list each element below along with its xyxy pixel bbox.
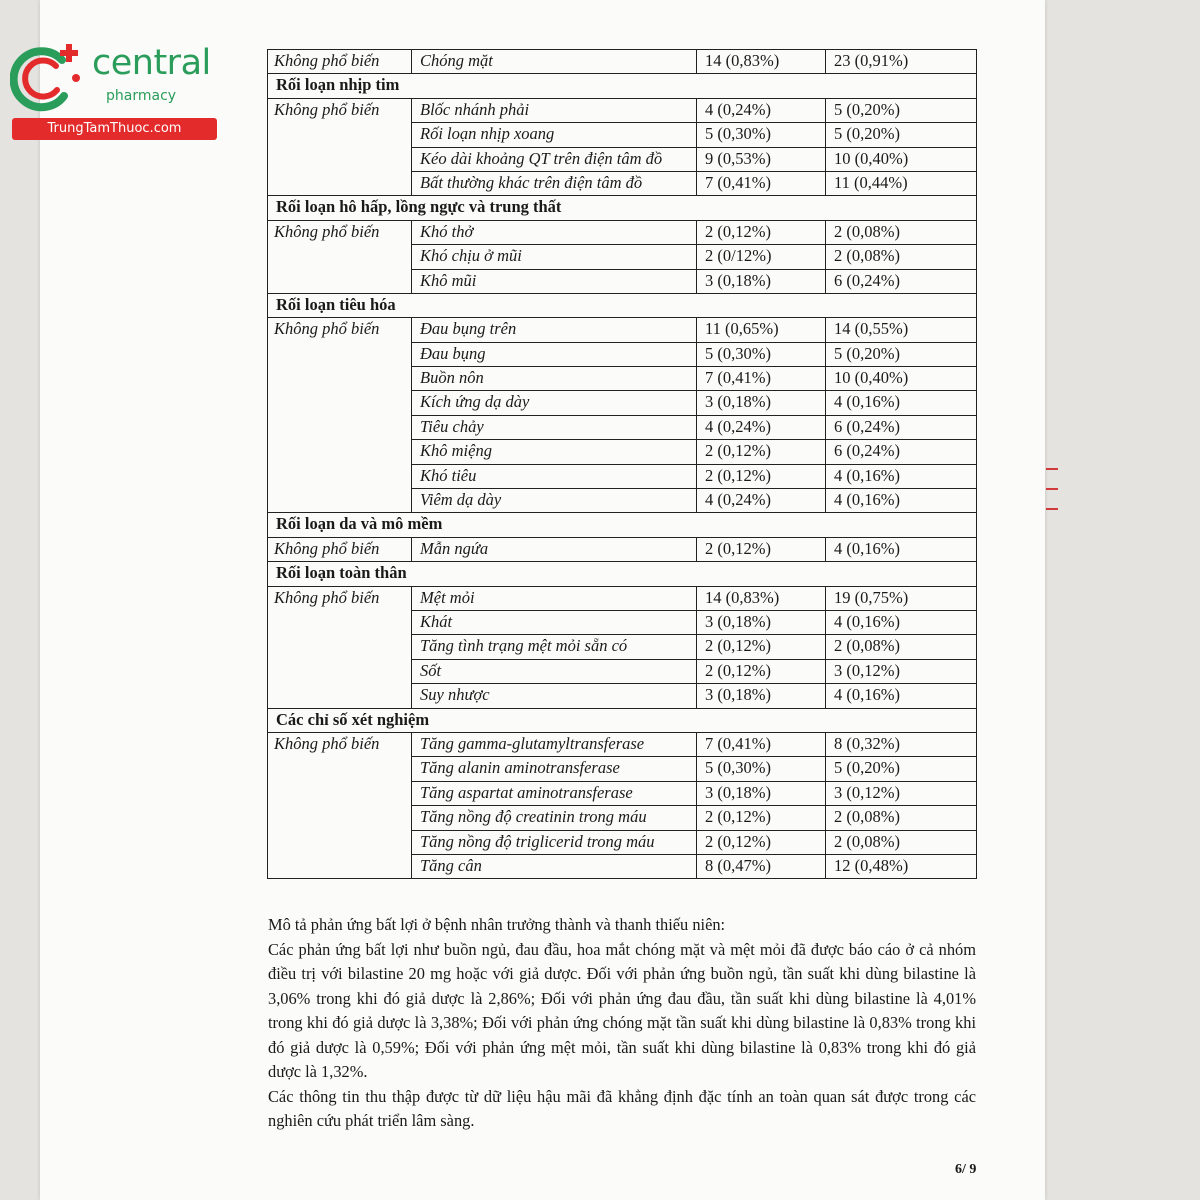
category-label: Rối loạn da và mô mềm xyxy=(268,513,977,537)
adverse-events-table xyxy=(267,49,977,879)
reaction-cell: Khô mũi xyxy=(412,269,697,293)
logo-sub-text: pharmacy xyxy=(106,88,177,104)
reaction-cell: Mẫn ngứa xyxy=(412,537,697,561)
reaction-cell: Khó tiêu xyxy=(412,464,697,488)
placebo-count-cell: 8 (0,32%) xyxy=(826,732,977,756)
placebo-count-cell: 6 (0,24%) xyxy=(826,415,977,439)
category-label: Rối loạn hô hấp, lồng ngực và trung thất xyxy=(268,196,977,220)
bilastine-count-cell: 9 (0,53%) xyxy=(697,147,826,171)
reaction-cell: Kéo dài khoảng QT trên điện tâm đồ xyxy=(412,147,697,171)
reaction-cell: Sốt xyxy=(412,659,697,683)
bilastine-count-cell: 7 (0,41%) xyxy=(697,171,826,195)
bilastine-count-cell: 11 (0,65%) xyxy=(697,318,826,342)
placebo-count-cell: 12 (0,48%) xyxy=(826,854,977,878)
bilastine-count-cell: 3 (0,18%) xyxy=(697,391,826,415)
frequency-cell: Không phổ biến xyxy=(268,98,412,196)
category-label: Rối loạn toàn thân xyxy=(268,562,977,586)
table-row xyxy=(268,98,977,122)
placebo-count-cell: 4 (0,16%) xyxy=(826,489,977,513)
bilastine-count-cell: 5 (0,30%) xyxy=(697,757,826,781)
bilastine-count-cell: 2 (0,12%) xyxy=(697,635,826,659)
placebo-count-cell: 2 (0,08%) xyxy=(826,806,977,830)
placebo-count-cell: 10 (0,40%) xyxy=(826,147,977,171)
frequency-cell: Không phổ biến xyxy=(268,586,412,708)
bilastine-count-cell: 2 (0,12%) xyxy=(697,830,826,854)
placebo-count-cell: 6 (0,24%) xyxy=(826,269,977,293)
reaction-cell: Tăng aspartat aminotransferase xyxy=(412,781,697,805)
reaction-cell: Tăng gamma-glutamyltransferase xyxy=(412,732,697,756)
central-pharmacy-logo xyxy=(10,38,240,138)
category-label: Rối loạn tiêu hóa xyxy=(268,293,977,317)
page-number: 6/ 9 xyxy=(955,1162,977,1177)
placebo-count-cell: 5 (0,20%) xyxy=(826,757,977,781)
placebo-count-cell: 4 (0,16%) xyxy=(826,391,977,415)
frequency-cell: Không phổ biến xyxy=(268,318,412,513)
bilastine-count-cell: 3 (0,18%) xyxy=(697,684,826,708)
reaction-cell: Khát xyxy=(412,610,697,634)
frequency-cell: Không phổ biến xyxy=(268,50,412,74)
bilastine-count-cell: 7 (0,41%) xyxy=(697,367,826,391)
red-stamp-mark xyxy=(1044,450,1064,620)
placebo-count-cell: 3 (0,12%) xyxy=(826,781,977,805)
category-label: Rối loạn nhịp tim xyxy=(268,74,977,98)
reaction-cell: Khó chịu ở mũi xyxy=(412,245,697,269)
description-text-block xyxy=(268,913,976,1134)
bilastine-count-cell: 8 (0,47%) xyxy=(697,854,826,878)
reaction-cell: Buồn nôn xyxy=(412,367,697,391)
reaction-cell: Tăng alanin aminotransferase xyxy=(412,757,697,781)
bilastine-count-cell: 2 (0/12%) xyxy=(697,245,826,269)
reaction-cell: Khô miệng xyxy=(412,440,697,464)
bilastine-count-cell: 2 (0,12%) xyxy=(697,806,826,830)
reaction-cell: Tăng nồng độ triglicerid trong máu xyxy=(412,830,697,854)
reaction-cell: Tiêu chảy xyxy=(412,415,697,439)
bilastine-count-cell: 2 (0,12%) xyxy=(697,220,826,244)
placebo-count-cell: 4 (0,16%) xyxy=(826,684,977,708)
table-row xyxy=(268,220,977,244)
bilastine-count-cell: 3 (0,18%) xyxy=(697,269,826,293)
reaction-cell: Chóng mặt xyxy=(412,50,697,74)
placebo-count-cell: 2 (0,08%) xyxy=(826,245,977,269)
table-row xyxy=(268,318,977,342)
bilastine-count-cell: 5 (0,30%) xyxy=(697,342,826,366)
placebo-count-cell: 3 (0,12%) xyxy=(826,659,977,683)
category-row xyxy=(268,74,977,98)
reaction-cell: Tăng nồng độ creatinin trong máu xyxy=(412,806,697,830)
table-row xyxy=(268,732,977,756)
placebo-count-cell: 2 (0,08%) xyxy=(826,830,977,854)
category-row xyxy=(268,293,977,317)
description-paragraph: Các phản ứng bất lợi như buồn ngủ, đau đầu, hoa mắt chóng mặt và mệt mỏi đã được báo cáo ở cả nhóm điều trị với bilastine 20 mg hoặc với giả dược. Đối với phản ứng buồn ngủ, tần suất khi dùng bilastine là 3,06% trong khi đó giả dược là 2,86%; Đối với phản ứng đau đầu, tần suất khi dùng bilastine là 4,01% trong khi đó giả dược là 3,38%; Đối với phản ứng chóng mặt tần suất khi dùng bilastine là 0,83% trong khi đó giả dược là 0,59%; Đối với phản ứng mệt mỏi, tần suất khi dùng bilastine là 0,83% trong khi đó giả dược là 1,32%. xyxy=(268,939,976,1081)
reaction-cell: Khó thở xyxy=(412,220,697,244)
logo-url-banner: TrungTamThuoc.com xyxy=(12,118,217,140)
bilastine-count-cell: 4 (0,24%) xyxy=(697,98,826,122)
reaction-cell: Đau bụng trên xyxy=(412,318,697,342)
reaction-cell: Viêm dạ dày xyxy=(412,489,697,513)
pharmacy-cross-logo-icon xyxy=(10,38,90,116)
reaction-cell: Mệt mỏi xyxy=(412,586,697,610)
bilastine-count-cell: 4 (0,24%) xyxy=(697,489,826,513)
category-row xyxy=(268,562,977,586)
category-row xyxy=(268,708,977,732)
bilastine-count-cell: 3 (0,18%) xyxy=(697,781,826,805)
bilastine-count-cell: 2 (0,12%) xyxy=(697,537,826,561)
placebo-count-cell: 4 (0,16%) xyxy=(826,464,977,488)
placebo-count-cell: 11 (0,44%) xyxy=(826,171,977,195)
category-row xyxy=(268,513,977,537)
bilastine-count-cell: 4 (0,24%) xyxy=(697,415,826,439)
placebo-count-cell: 4 (0,16%) xyxy=(826,610,977,634)
placebo-count-cell: 19 (0,75%) xyxy=(826,586,977,610)
bilastine-count-cell: 3 (0,18%) xyxy=(697,610,826,634)
logo-brand-text: central xyxy=(92,43,211,83)
table-row xyxy=(268,537,977,561)
reaction-cell: Tăng tình trạng mệt mỏi sẵn có xyxy=(412,635,697,659)
bilastine-count-cell: 5 (0,30%) xyxy=(697,123,826,147)
placebo-count-cell: 5 (0,20%) xyxy=(826,98,977,122)
table-row xyxy=(268,586,977,610)
reaction-cell: Tăng cân xyxy=(412,854,697,878)
placebo-count-cell: 14 (0,55%) xyxy=(826,318,977,342)
placebo-count-cell: 10 (0,40%) xyxy=(826,367,977,391)
bilastine-count-cell: 2 (0,12%) xyxy=(697,440,826,464)
reaction-cell: Rối loạn nhịp xoang xyxy=(412,123,697,147)
placebo-count-cell: 2 (0,08%) xyxy=(826,220,977,244)
placebo-count-cell: 6 (0,24%) xyxy=(826,440,977,464)
reaction-cell: Suy nhược xyxy=(412,684,697,708)
bilastine-count-cell: 2 (0,12%) xyxy=(697,659,826,683)
table-row xyxy=(268,50,977,74)
reaction-cell: Bất thường khác trên điện tâm đồ xyxy=(412,171,697,195)
reaction-cell: Blốc nhánh phải xyxy=(412,98,697,122)
bilastine-count-cell: 7 (0,41%) xyxy=(697,732,826,756)
reaction-cell: Kích ứng dạ dày xyxy=(412,391,697,415)
category-label: Các chỉ số xét nghiệm xyxy=(268,708,977,732)
frequency-cell: Không phổ biến xyxy=(268,220,412,293)
description-heading: Mô tả phản ứng bất lợi ở bệnh nhân trưởng thành và thanh thiếu niên: xyxy=(268,915,726,934)
frequency-cell: Không phổ biến xyxy=(268,732,412,878)
category-row xyxy=(268,196,977,220)
frequency-cell: Không phổ biến xyxy=(268,537,412,561)
placebo-count-cell: 5 (0,20%) xyxy=(826,123,977,147)
bilastine-count-cell: 14 (0,83%) xyxy=(697,50,826,74)
placebo-count-cell: 5 (0,20%) xyxy=(826,342,977,366)
bilastine-count-cell: 14 (0,83%) xyxy=(697,586,826,610)
postmarketing-paragraph: Các thông tin thu thập được từ dữ liệu hậu mãi đã khẳng định đặc tính an toàn quan sát được trong các nghiên cứu phát triển lâm sàng. xyxy=(268,1086,976,1130)
placebo-count-cell: 2 (0,08%) xyxy=(826,635,977,659)
reaction-cell: Đau bụng xyxy=(412,342,697,366)
placebo-count-cell: 4 (0,16%) xyxy=(826,537,977,561)
bilastine-count-cell: 2 (0,12%) xyxy=(697,464,826,488)
placebo-count-cell: 23 (0,91%) xyxy=(826,50,977,74)
